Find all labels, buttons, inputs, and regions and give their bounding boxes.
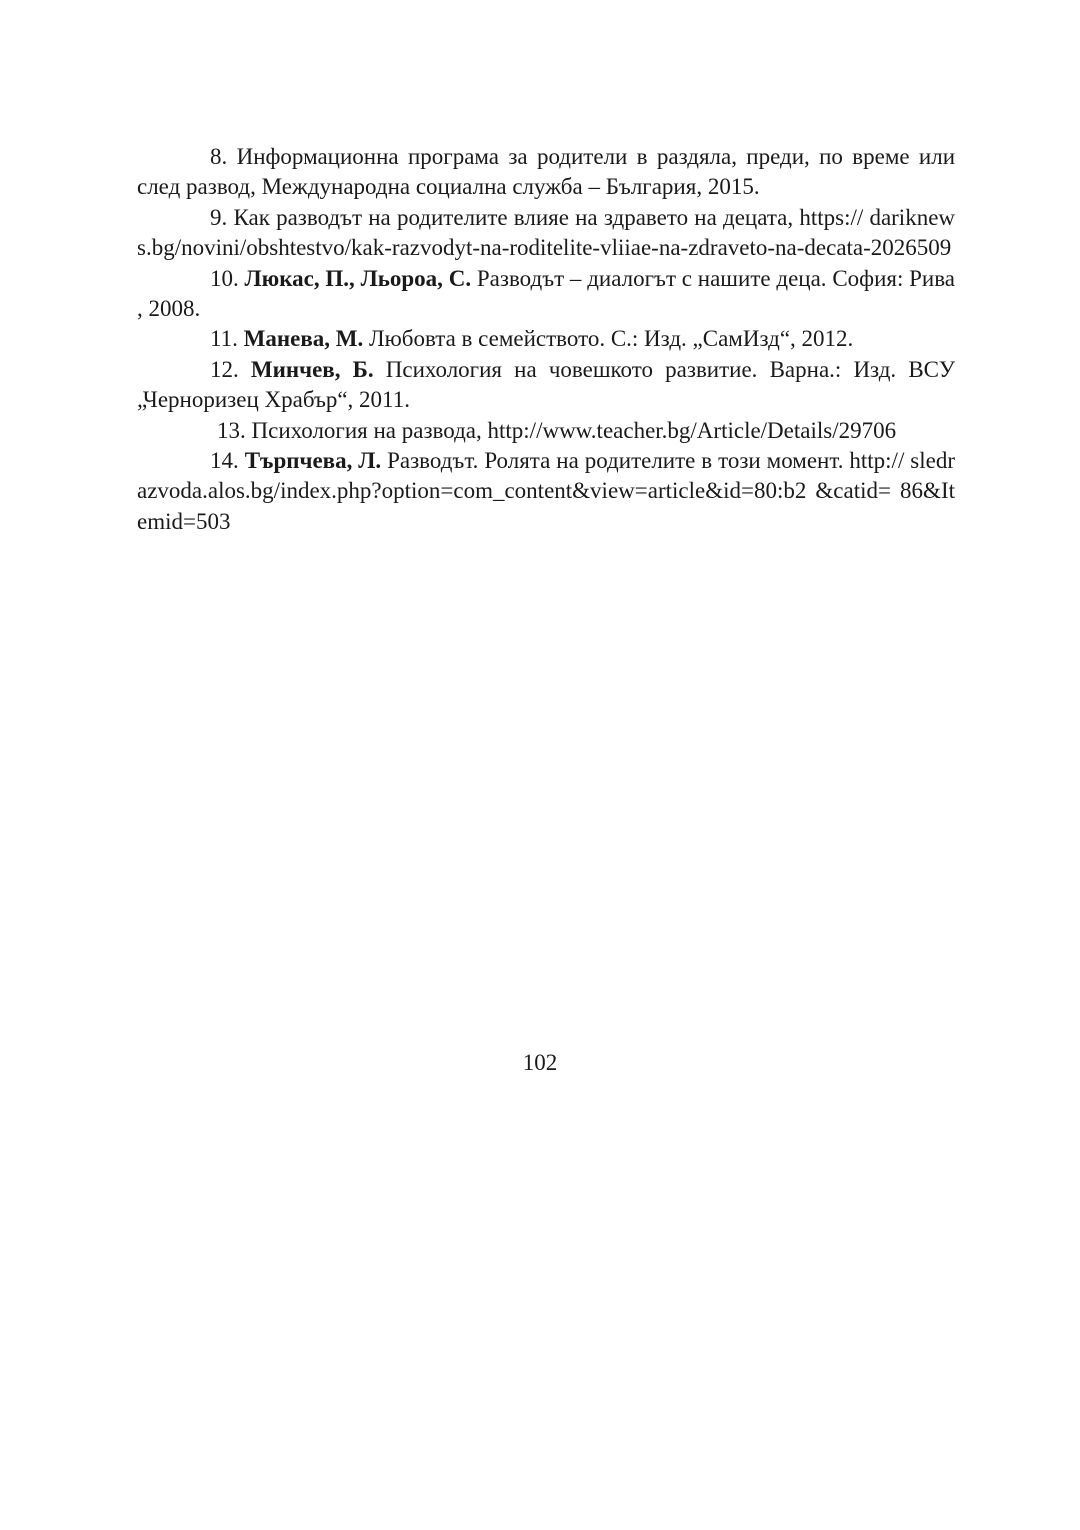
reference-item-13 <box>137 416 955 446</box>
reference-text: Психология на човешкото развитие. Варна.: Изд. ВСУ „Черноризец Храбър“, 2011. <box>137 356 955 413</box>
reference-text: Психология на развода, <box>251 417 482 443</box>
reference-item-11 <box>137 324 955 354</box>
reference-list <box>137 142 955 537</box>
reference-author: Търпчева, Л. <box>244 448 382 474</box>
reference-author: Манева, М. <box>243 326 364 352</box>
reference-number: 9. <box>210 204 228 230</box>
reference-url[interactable]: http://www.teacher.bg/Article/Details/29706 <box>487 417 897 443</box>
reference-text: Как разводът на родителите влияе на здравето на децата, <box>233 204 794 230</box>
reference-item-14 <box>137 446 955 537</box>
reference-number: 12. <box>210 356 239 382</box>
page-number: 102 <box>522 1050 558 1075</box>
reference-author: Минчев, Б. <box>250 356 374 382</box>
reference-text: Любовта в семейството. С.: Изд. „СамИзд“, 2012. <box>368 326 854 352</box>
reference-text: Разводът. Ролята на родителите в този момент. <box>387 448 844 474</box>
reference-url[interactable]: https:// dariknews.bg/novini/obshtestvo/kak-razvodyt-na-roditelite-vliiae-na-zdraveto-na-decata-2026509 <box>137 204 956 261</box>
reference-number: 13. <box>217 417 246 443</box>
reference-number: 8. <box>210 144 228 169</box>
reference-text: Разводът – диалогът с нашите деца. София: Рива , 2008. <box>137 265 956 322</box>
reference-number: 14. <box>210 448 239 474</box>
reference-item-9 <box>137 203 955 264</box>
reference-author: Люкас, П., Льороа, С. <box>244 265 472 291</box>
reference-item-10 <box>137 264 955 325</box>
reference-number: 11. <box>210 326 238 352</box>
reference-item-12 <box>137 355 955 416</box>
reference-number: 10. <box>210 265 239 291</box>
reference-text: Информационна програма за родители в раздяла, преди, по време или след развод, Международна социална служба – България, 2015. <box>137 144 956 200</box>
reference-item-8 <box>137 142 955 203</box>
reference-url[interactable]: http:// sledrazvoda.alos.bg/index.php?option=com_content&view=article&id=80:b2 &catid= 86&Itemid=503 <box>137 448 955 534</box>
